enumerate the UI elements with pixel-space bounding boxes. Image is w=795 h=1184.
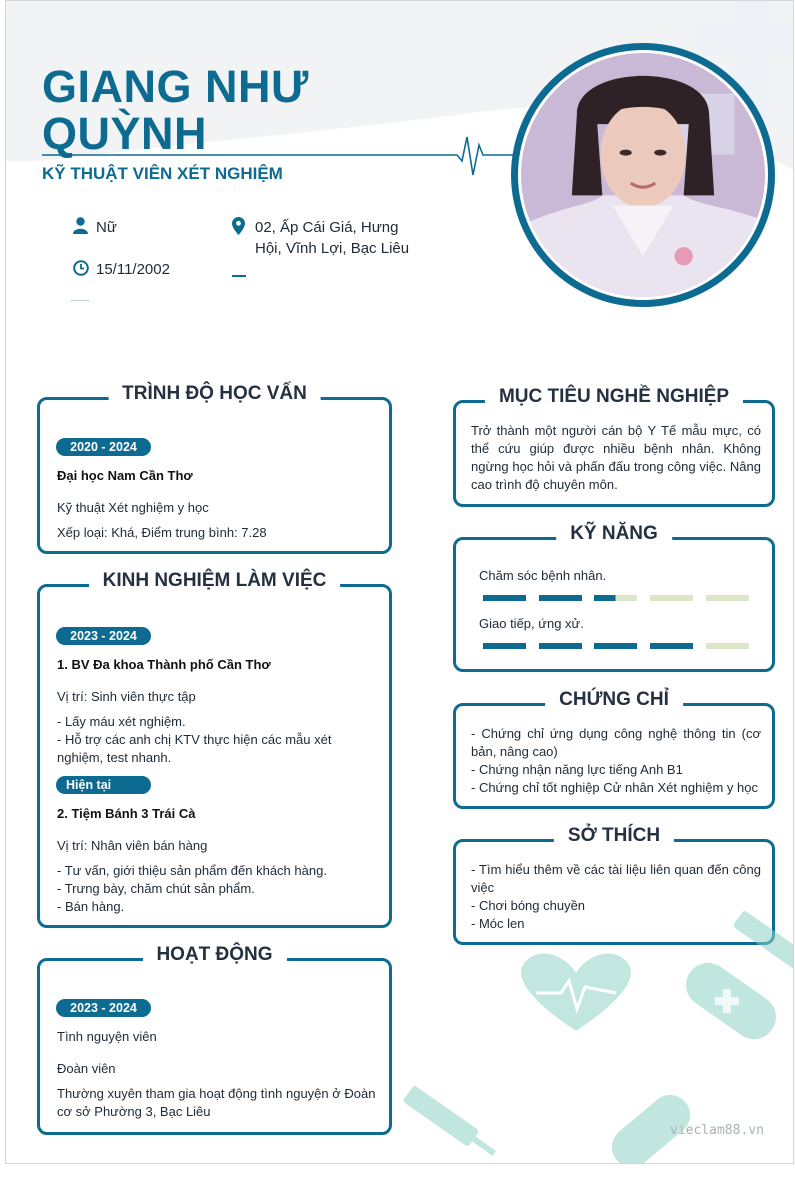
job-1-position: Vị trí: Sinh viên thực tập — [57, 689, 196, 704]
job-2-task: - Tư vấn, giới thiệu sản phẩm đến khách hàng. — [57, 863, 327, 878]
address-value — [255, 217, 409, 259]
education-grade: Xếp loại: Khá, Điểm trung bình: 7.28 — [57, 525, 267, 540]
skill-level-bar — [483, 595, 749, 601]
address-line-1: 02, Ấp Cái Giá, Hưng — [255, 219, 399, 236]
skill-segment — [594, 643, 637, 649]
syringe-icon — [732, 910, 794, 972]
objective-section — [453, 386, 775, 507]
skills-title: KỸ NĂNG — [556, 523, 672, 545]
certificate-item: - Chứng chỉ tốt nghiệp Cử nhân Xét nghiệm y học — [471, 780, 758, 795]
user-icon — [73, 217, 88, 234]
experience-title: KINH NGHIỆM LÀM VIỆC — [89, 570, 341, 592]
skill-level-bar — [483, 643, 749, 649]
job-1-period-badge: 2023 - 2024 — [56, 627, 151, 645]
hobby-item: - Tìm hiểu thêm về các tài liệu liên quan đến công việc — [471, 862, 761, 895]
skill-segment — [539, 643, 582, 649]
job-1-task: - Hỗ trợ các anh chị KTV thực hiện các mẫu xét — [57, 732, 332, 747]
skill-segment — [483, 595, 526, 601]
job-1-task: - Lấy máu xét nghiệm. — [57, 714, 186, 729]
activities-desc: cơ sở Phường 3, Bạc Liêu — [57, 1104, 211, 1119]
job-2-org: 2. Tiệm Bánh 3 Trái Cà — [57, 806, 196, 821]
activities-title: HOẠT ĐỘNG — [142, 944, 286, 966]
certificates-section — [453, 689, 775, 809]
objective-title: MỤC TIÊU NGHỀ NGHIỆP — [485, 386, 743, 408]
job-2-task: - Trưng bày, chăm chút sản phẩm. — [57, 881, 255, 896]
skill-segment — [650, 643, 693, 649]
skill-segment — [594, 595, 637, 601]
skill-segment — [706, 643, 749, 649]
name-line-1: GIANG NHƯ — [42, 61, 309, 112]
activities-period-badge: 2023 - 2024 — [56, 999, 151, 1017]
education-major: Kỹ thuật Xét nghiệm y học — [57, 500, 209, 515]
experience-section — [37, 570, 392, 928]
education-school: Đại học Nam Cần Thơ — [57, 468, 193, 483]
job-2-period-badge: Hiện tại — [56, 776, 151, 794]
activities-role: Tình nguyện viên — [57, 1029, 157, 1044]
education-period-badge: 2020 - 2024 — [56, 438, 151, 456]
skill-segment — [539, 595, 582, 601]
avatar — [511, 43, 775, 307]
job-2-position: Vị trí: Nhân viên bán hàng — [57, 838, 208, 853]
syringe-icon — [402, 1085, 499, 1162]
cv-page — [5, 0, 794, 1164]
job-1-org: 1. BV Đa khoa Thành phố Cần Thơ — [57, 657, 271, 672]
certificate-item: - Chứng nhận năng lực tiếng Anh B1 — [471, 762, 683, 777]
skill-segment — [650, 595, 693, 601]
watermark: vieclam88.vn — [670, 1123, 764, 1138]
job-1-task: nghiệm, test nhanh. — [57, 750, 172, 765]
activities-desc: Thường xuyên tham gia hoạt động tình nguyện ở Đoàn — [57, 1086, 376, 1101]
name-line-2: QUỲNH — [42, 108, 208, 159]
divider — [232, 275, 246, 277]
location-pin-icon — [232, 217, 245, 235]
education-title: TRÌNH ĐỘ HỌC VẤN — [108, 383, 321, 405]
certificates-list — [471, 725, 761, 797]
activities-member: Đoàn viên — [57, 1061, 116, 1076]
profile-photo — [521, 53, 765, 297]
skills-section — [453, 523, 775, 672]
hobby-item: - Chơi bóng chuyền — [471, 898, 586, 913]
skill-segment — [483, 643, 526, 649]
certificate-item: - Chứng chỉ ứng dụng công nghệ thông tin (cơ bản, nâng cao) — [471, 726, 761, 759]
objective-text: Trở thành một người cán bộ Y Tế mẫu mực, có thể cứu giúp được nhiều bệnh nhân. Không ngừng học hỏi và phấn đấu trong công việc. Nâng cao trình độ chuyên môn. — [471, 423, 761, 492]
hobby-item: - Móc len — [471, 916, 525, 931]
gender-value: Nữ — [96, 219, 117, 236]
clock-icon — [73, 260, 89, 276]
address-line-2: Hội, Vĩnh Lợi, Bạc Liêu — [255, 240, 410, 257]
activities-section — [37, 944, 392, 1135]
job-title: KỸ THUẬT VIÊN XÉT NGHIỆM — [42, 164, 283, 183]
birthday-value: 15/11/2002 — [96, 261, 170, 278]
skill-segment — [706, 595, 749, 601]
education-section — [37, 383, 392, 554]
skill-label: Giao tiếp, ứng xử. — [479, 616, 584, 631]
certificates-title: CHỨNG CHỈ — [545, 689, 683, 711]
divider — [70, 300, 90, 301]
hobbies-title: SỞ THÍCH — [554, 825, 674, 847]
skill-label: Chăm sóc bệnh nhân. — [479, 568, 607, 583]
job-2-task: - Bán hàng. — [57, 899, 125, 914]
